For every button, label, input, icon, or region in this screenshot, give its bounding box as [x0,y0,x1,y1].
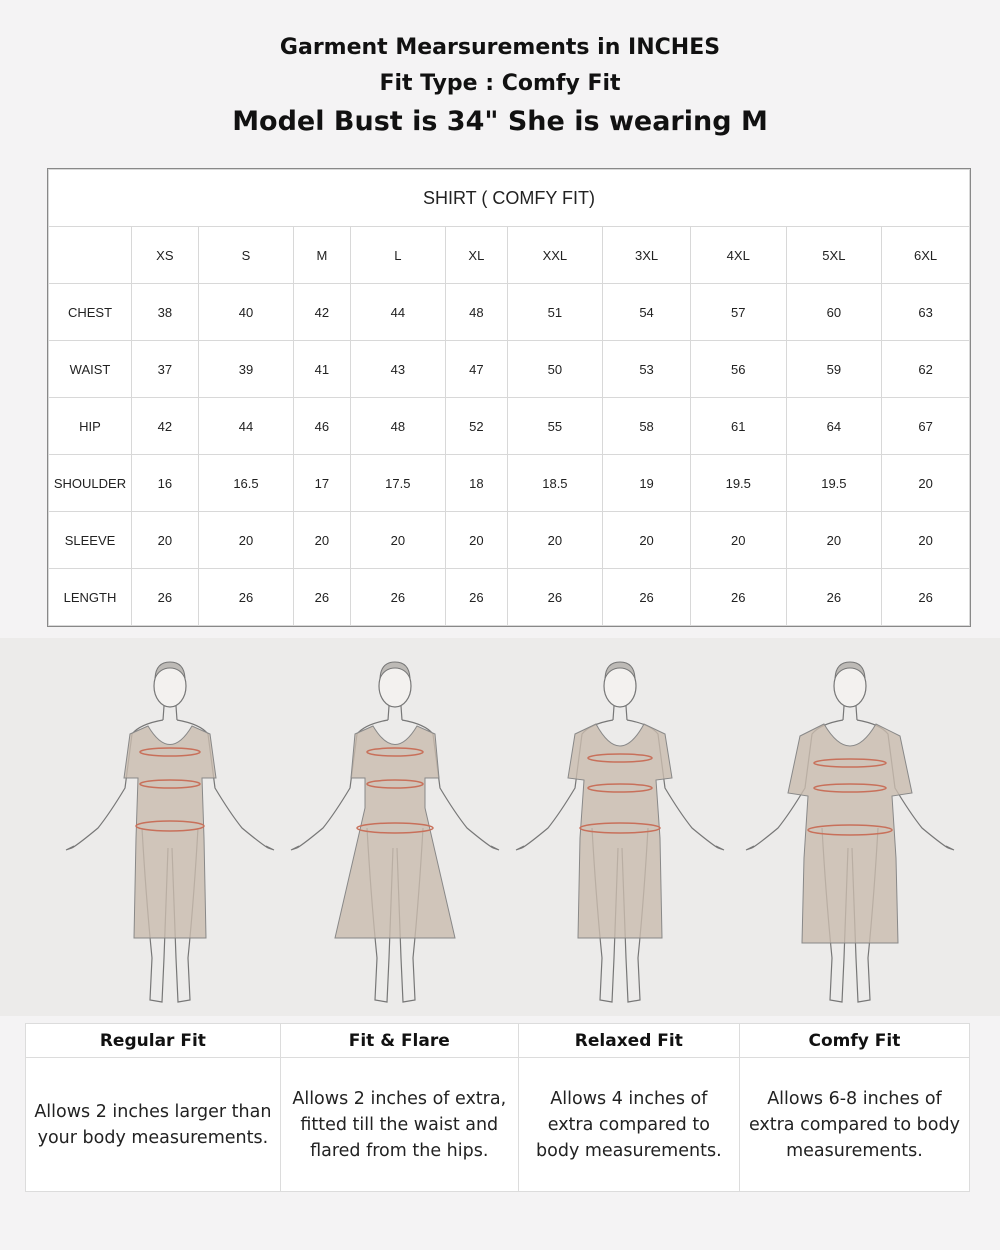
measurement-value: 64 [786,398,882,455]
size-chart-table [48,169,970,626]
measurement-label: SHOULDER [49,455,132,512]
measurement-value: 52 [446,398,507,455]
measurement-value: 38 [132,284,199,341]
size-header: 5XL [786,227,882,284]
fit-description: Allows 2 inches of extra, fitted till the waist and flared from the hips. [280,1058,518,1192]
measurement-value: 20 [132,512,199,569]
measurement-value: 47 [446,341,507,398]
measurement-value: 19.5 [690,455,786,512]
measurement-value: 63 [882,284,970,341]
measurement-row-length [49,569,970,626]
figures-svg [0,638,1000,1016]
measurement-value: 20 [882,455,970,512]
measurement-value: 16.5 [198,455,294,512]
relaxed-fit-figure [516,662,724,1002]
measurement-row-hip [49,398,970,455]
measurement-value: 51 [507,284,603,341]
measurement-row-waist [49,341,970,398]
measurement-value: 42 [132,398,199,455]
measurement-value: 17 [294,455,350,512]
measurement-value: 26 [882,569,970,626]
measurement-value: 55 [507,398,603,455]
measurement-value: 50 [507,341,603,398]
page-header [0,30,1000,142]
comfy-fit-figure [746,662,954,1002]
measurement-value: 53 [603,341,691,398]
model-info: Model Bust is 34" She is wearing M [232,106,768,137]
page-title: Garment Mearsurements in INCHES [279,35,721,60]
measurement-value: 26 [507,569,603,626]
measurement-value: 57 [690,284,786,341]
measurement-label: SLEEVE [49,512,132,569]
measurement-label: HIP [49,398,132,455]
measurement-value: 26 [786,569,882,626]
measurement-value: 26 [690,569,786,626]
measurement-value: 20 [882,512,970,569]
measurement-value: 61 [690,398,786,455]
measurement-value: 56 [690,341,786,398]
size-header: XS [132,227,199,284]
measurement-value: 39 [198,341,294,398]
measurement-value: 44 [350,284,446,341]
fit-description: Allows 6-8 inches of extra compared to body measurements. [739,1058,969,1192]
measurement-value: 19 [603,455,691,512]
measurement-value: 44 [198,398,294,455]
size-header: 6XL [882,227,970,284]
size-header: L [350,227,446,284]
measurement-value: 41 [294,341,350,398]
measurement-value: 40 [198,284,294,341]
measurement-value: 16 [132,455,199,512]
measurement-value: 42 [294,284,350,341]
size-header: 4XL [690,227,786,284]
fit-description-row [26,1058,970,1192]
measurement-value: 19.5 [786,455,882,512]
measurement-value: 20 [786,512,882,569]
fit-title: Fit & Flare [280,1024,518,1058]
measurement-value: 26 [132,569,199,626]
fit-types-table [25,1023,970,1192]
measurement-value: 26 [198,569,294,626]
fit-type-label: Fit Type : Comfy Fit [379,71,621,96]
measurement-value: 26 [350,569,446,626]
measurement-value: 18 [446,455,507,512]
measurement-label: CHEST [49,284,132,341]
measurement-value: 26 [603,569,691,626]
measurement-row-shoulder [49,455,970,512]
size-header: 3XL [603,227,691,284]
measurement-value: 26 [446,569,507,626]
fit-description: Allows 4 inches of extra compared to body measurements. [518,1058,739,1192]
measurement-value: 20 [690,512,786,569]
measurement-label: LENGTH [49,569,132,626]
fit-and-flare-figure [291,662,499,1002]
size-header: XXL [507,227,603,284]
size-header: XL [446,227,507,284]
measurement-value: 48 [446,284,507,341]
measurement-value: 20 [507,512,603,569]
measurement-value: 26 [294,569,350,626]
measurement-value: 18.5 [507,455,603,512]
measurement-value: 60 [786,284,882,341]
measurement-value: 20 [294,512,350,569]
fit-title: Regular Fit [26,1024,281,1058]
measurement-label: WAIST [49,341,132,398]
size-header-row [49,227,970,284]
measurement-value: 48 [350,398,446,455]
measurement-value: 58 [603,398,691,455]
measurement-value: 20 [603,512,691,569]
fit-header-row [26,1024,970,1058]
size-header: S [198,227,294,284]
measurement-value: 46 [294,398,350,455]
measurement-value: 67 [882,398,970,455]
measurement-value: 43 [350,341,446,398]
regular-fit-figure [66,662,274,1002]
measurement-value: 54 [603,284,691,341]
measurement-row-sleeve [49,512,970,569]
fit-illustrations [0,638,1000,1016]
measurement-value: 20 [350,512,446,569]
measurement-value: 20 [446,512,507,569]
table-caption: SHIRT ( COMFY FIT) [49,170,970,227]
measurement-value: 17.5 [350,455,446,512]
fit-description: Allows 2 inches larger than your body measurements. [26,1058,281,1192]
size-header: M [294,227,350,284]
measurement-value: 62 [882,341,970,398]
measurement-row-chest [49,284,970,341]
fit-title: Relaxed Fit [518,1024,739,1058]
corner-cell [49,227,132,284]
fit-title: Comfy Fit [739,1024,969,1058]
measurement-value: 59 [786,341,882,398]
measurement-value: 37 [132,341,199,398]
measurement-value: 20 [198,512,294,569]
